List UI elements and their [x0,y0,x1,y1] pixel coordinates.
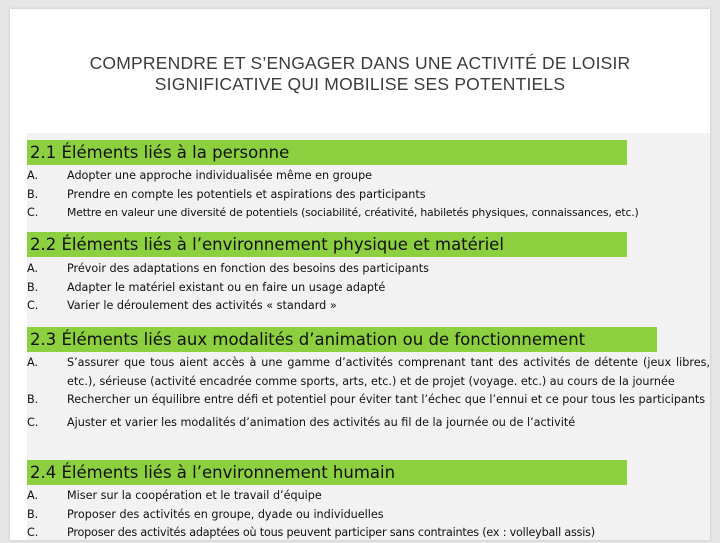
item-letter: A. [27,262,39,275]
item-letter: B. [27,187,39,201]
list-item [27,167,710,186]
item-letter: C. [27,299,39,312]
item-letter: C. [27,526,39,539]
section-list-2-4 [27,487,710,543]
list-item [27,297,710,316]
slide-title [10,53,710,95]
list-item [27,260,710,279]
section-heading-2-1: 2.1 Éléments liés à la personne [27,140,627,165]
item-text: Mettre en valeur une diversité de potentiels (sociabilité, créativité, habiletés physiques, connaissances, etc.) [67,206,639,219]
item-text: Adapter le matériel existant ou en faire un usage adapté [67,280,386,294]
list-item [27,487,710,506]
item-letter: A. [27,169,39,182]
section-heading-2-4: 2.4 Éléments liés à l’environnement humain [27,460,627,485]
item-letter: C. [27,415,39,429]
list-item [27,279,710,298]
item-text: Prévoir des adaptations en fonction des besoins des participants [67,262,429,275]
item-letter: A. [27,489,39,502]
item-text: Varier le déroulement des activités « standard » [67,299,337,312]
slide-title-line-1: COMPRENDRE ET S’ENGAGER DANS UNE ACTIVITÉ DE LOISIR [89,53,631,73]
item-text: Prendre en compte les potentiels et aspirations des participants [67,187,426,201]
item-text: Ajuster et varier les modalités d’animation des activités au fil de la journée ou de l’activité [67,415,576,429]
item-letter: B. [27,393,39,406]
list-item [27,506,710,525]
list-item [27,354,710,391]
slide [10,9,710,540]
section-list-2-1 [27,167,710,223]
content-panel [27,133,710,540]
item-text: Proposer des activités adaptées où tous peuvent participer sans contraintes (ex : volleyball assis) [67,526,595,539]
list-item [27,414,710,433]
list-item [27,391,710,410]
item-text: S’assurer que tous aient accès à une gamme d’activités comprenant tant des activités de détente (jeux libres, etc.), sérieuse (activité encadrée comme sports, arts, etc.) et de projet (voyage. etc.) au cours de la journée [67,356,710,388]
item-letter: C. [27,206,39,219]
item-letter: B. [27,507,39,521]
section-heading-2-2: 2.2 Éléments liés à l’environnement physique et matériel [27,232,627,257]
section-list-2-3 [27,354,710,432]
item-text: Proposer des activités en groupe, dyade ou individuelles [67,507,384,521]
list-item [27,204,710,223]
section-list-2-2 [27,260,710,316]
item-text: Rechercher un équilibre entre défi et potentiel pour éviter tant l’échec que l’ennui et ce pour tous les participants [67,393,706,406]
list-item [27,186,710,205]
item-letter: B. [27,280,39,294]
item-text: Miser sur la coopération et le travail d’équipe [67,489,322,502]
section-heading-2-3: 2.3 Éléments liés aux modalités d’animation ou de fonctionnement [27,327,657,352]
item-text: Adopter une approche individualisée même en groupe [67,169,373,182]
slide-title-line-2: SIGNIFICATIVE QUI MOBILISE SES POTENTIELS [154,74,566,94]
item-letter: A. [27,356,39,369]
